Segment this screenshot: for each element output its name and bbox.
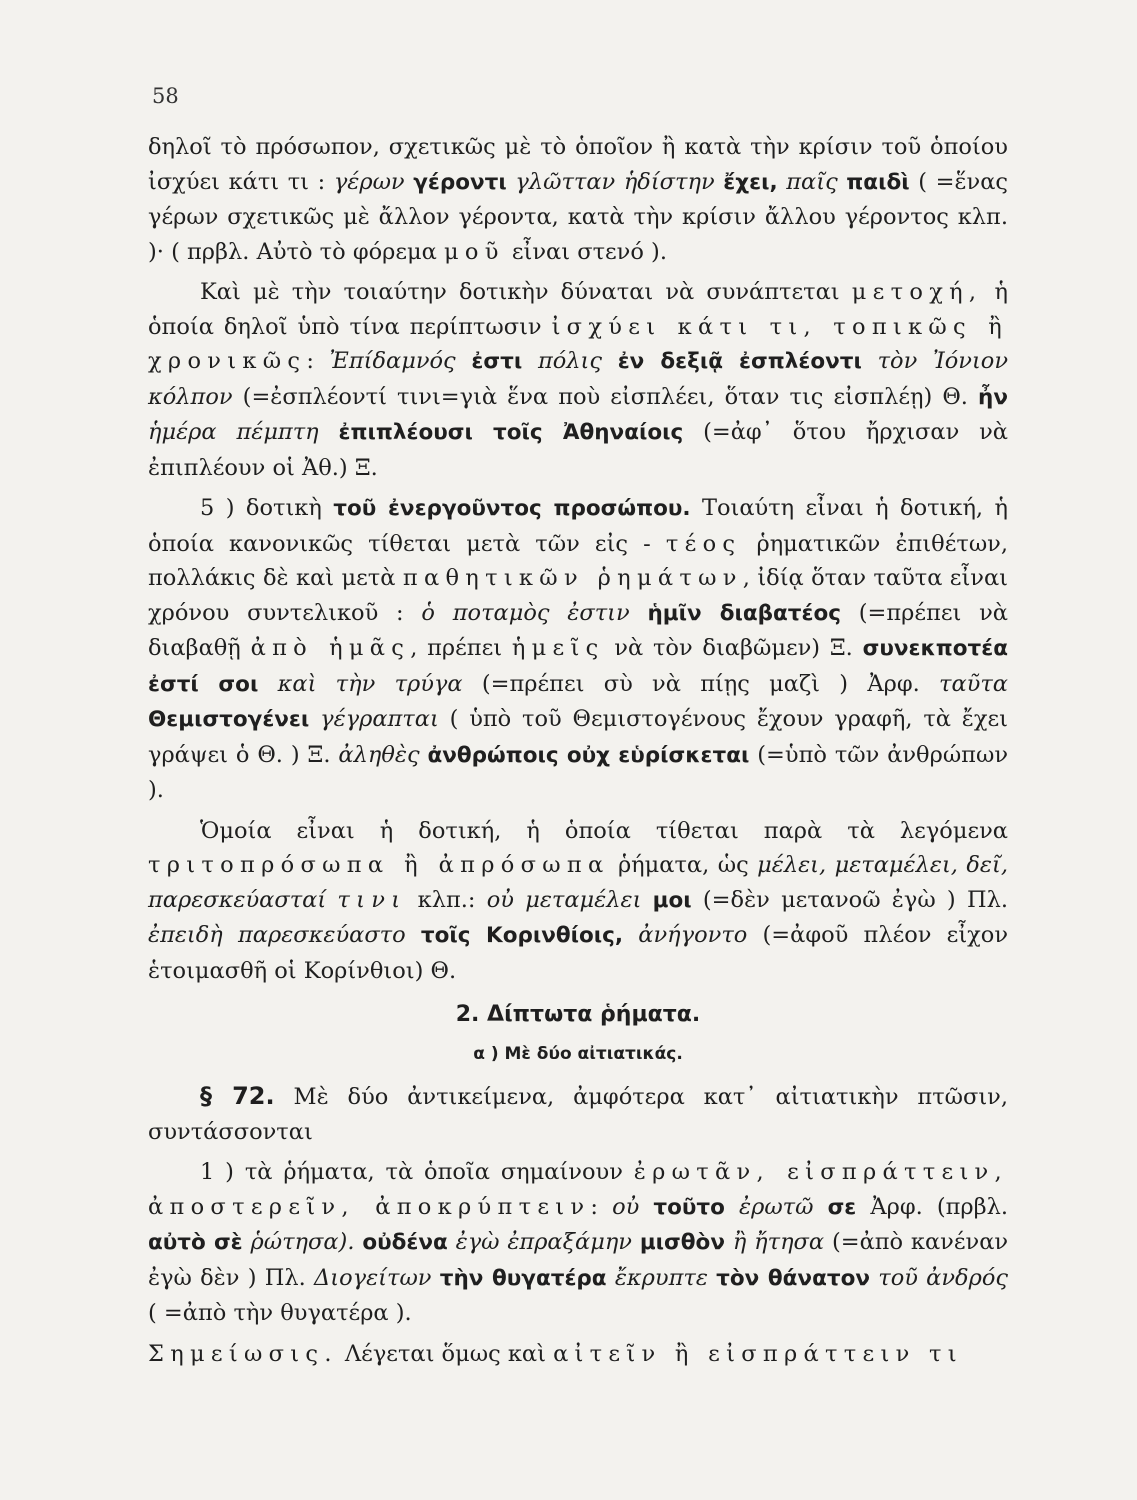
bold-text: τοῦτο bbox=[653, 1194, 725, 1220]
italic-text: ἢ ἤτησα bbox=[732, 1229, 825, 1255]
italic-text: Ἐπίδαμνός bbox=[329, 348, 456, 374]
bold-text: τοῖς Κορινθίοις, bbox=[420, 923, 624, 948]
bold-text: ἐπιπλέουσι τοῖς Ἀθηναίοις bbox=[338, 420, 684, 445]
paragraph-double-accusative bbox=[148, 1155, 1008, 1331]
italic-text: ἡμέρα πέμπτη bbox=[148, 419, 319, 445]
text: ( =ἕνας γέρων σχετικῶς μὲ ἄλλον γέροντα, κατὰ τὴν κρίσιν ἄλλου γέροντος κλπ. )· ( πρβλ. Αὐτὸ τὸ φόρεμα bbox=[148, 168, 1009, 265]
text: ( =ἀπὸ τὴν θυγατέρα ). bbox=[148, 1300, 412, 1326]
bold-text: ἐν δεξιᾷ ἐσπλέοντι bbox=[617, 349, 862, 374]
text: ( ὑπὸ τοῦ Θεμιστογένους ἔχουν γραφῆ, τὰ ἔχει γράψει ὁ Θ. ) Ξ. bbox=[148, 706, 1008, 768]
bold-text: ἡμῖν διαβατέος bbox=[647, 600, 841, 626]
italic-text: ὁ ποταμὸς ἐστιν bbox=[421, 599, 630, 626]
text: δηλοῖ τὸ πρόσωπον, σχετικῶς μὲ τὸ ὁποῖον ἢ κατὰ τὴν κρίσιν τοῦ ὁποίου ἰσχύει κάτι τι : bbox=[148, 134, 1008, 195]
italic-text: ταῦτα bbox=[939, 670, 1008, 697]
text: : bbox=[306, 348, 330, 374]
italic-text: τοῦ ἀνδρός bbox=[878, 1264, 1008, 1291]
text: (=ἐσπλέοντί τινι=γιὰ ἕνα ποὺ εἰσπλέει, ὅταν τις εἰσπλέῃ) Θ. bbox=[232, 383, 979, 410]
bold-text: μοι bbox=[652, 887, 692, 913]
text: νὰ τὸν διαβῶμεν) Ξ. bbox=[604, 635, 863, 661]
text: εἶναι στενό ). bbox=[504, 238, 667, 265]
note-line bbox=[148, 1337, 1008, 1372]
italic-text: γλῶτταν ἡδίστην bbox=[515, 168, 715, 195]
text: ἡ ὁποία δηλοῖ ὑπὸ τίνα περίπτωσιν bbox=[148, 279, 1009, 340]
bold-text: γέροντι bbox=[413, 169, 507, 195]
italic-text: τὸν Ἰόνιον κόλπον bbox=[148, 348, 1008, 410]
text: (=δὲν μετανοῶ ἐγὼ ) Πλ. bbox=[691, 886, 1008, 913]
spaced-text: ἡμεῖς bbox=[511, 635, 605, 661]
page-body bbox=[148, 130, 1008, 1371]
italic-text: ἐρωτῶ bbox=[739, 1193, 814, 1220]
italic-text: Διογείτων bbox=[314, 1264, 432, 1291]
spaced-text: αἰτεῖν ἢ εἰσπράττειν τι bbox=[553, 1340, 963, 1367]
section-number: § 72. bbox=[200, 1082, 275, 1110]
bold-text: μισθὸν bbox=[639, 1230, 725, 1255]
bold-text: παιδὶ bbox=[846, 169, 910, 195]
bold-text: σε bbox=[827, 1194, 857, 1220]
spaced-text: τέος bbox=[665, 530, 742, 557]
paragraph-participle bbox=[148, 275, 1008, 485]
text: Ὁμοία εἶναι ἡ δοτική, ἡ ὁποία τίθεται παρὰ τὰ λεγόμενα bbox=[200, 817, 1008, 844]
bold-text: οὐδένα bbox=[362, 1230, 448, 1255]
bold-text: ἀνθρώποις οὐχ εὑρίσκεται bbox=[427, 742, 750, 768]
italic-text: οὐ μεταμέλει bbox=[486, 886, 642, 913]
section-heading: 2. Δίπτωτα ῥήματα. bbox=[455, 1002, 701, 1027]
italic-text: μέλει, μεταμέλει, δεῖ, παρεσκεύασταί bbox=[148, 852, 1008, 913]
spaced-text: μοῦ bbox=[443, 238, 505, 265]
text: : bbox=[590, 1193, 613, 1220]
text: Μὲ δύο ἀντικείμενα, ἀμφότερα κατ᾽ αἰτιατικὴν πτῶσιν, συντάσσονται bbox=[148, 1084, 1008, 1145]
section-subheading: α ) Μὲ δύο αἰτιατικάς. bbox=[473, 1043, 683, 1064]
bold-text: συνεκποτέα ἐστί σοι bbox=[148, 636, 1008, 697]
italic-text: γέρων bbox=[333, 168, 405, 195]
bold-text: ἦν bbox=[978, 384, 1008, 410]
bold-text: ἐστι bbox=[471, 349, 523, 374]
bold-text: τὸν θάνατον bbox=[716, 1265, 870, 1291]
bold-text: τοῦ ἐνεργοῦντος προσώπου. bbox=[333, 496, 691, 521]
text: 5 ) δοτικὴ bbox=[200, 495, 334, 521]
italic-text: ῥώτησα). bbox=[250, 1229, 355, 1255]
italic-text: ἀνήγοντο bbox=[638, 922, 748, 948]
text: (=πρέπει νὰ διαβαθῇ bbox=[148, 599, 1008, 661]
text: 1 ) τὰ ῥήματα, τὰ ὁποῖα σημαίνουν bbox=[200, 1159, 634, 1185]
italic-text: ἔκρυπτε bbox=[614, 1264, 708, 1291]
page-number: 58 bbox=[152, 84, 179, 108]
italic-text: γέγραπται bbox=[320, 706, 439, 732]
italic-text: παῖς bbox=[786, 168, 838, 195]
spaced-text: τριτοπρόσωπα ἢ ἀπρόσωπα bbox=[148, 852, 610, 878]
text: (=πρέπει σὺ νὰ πίῃς μαζὶ ) Ἀρφ. bbox=[462, 670, 940, 697]
italic-text: ἀληθὲς bbox=[338, 741, 420, 768]
italic-text: πόλις bbox=[537, 348, 602, 374]
italic-text: ἐγὼ ἐπραξάμην bbox=[455, 1229, 632, 1255]
text: (=ὑπὸ τῶν ἀνθρώπων ). bbox=[148, 741, 1008, 803]
spaced-text: τινι bbox=[337, 886, 407, 913]
text: Τοιαύτη εἶναι ἡ δοτική, ἡ ὁποία κανονικῶς τίθεται μετὰ τῶν εἰς - bbox=[148, 495, 1008, 557]
text: κλπ.: bbox=[406, 886, 487, 913]
text: , πρέπει bbox=[410, 635, 512, 661]
text: (=ἀφ᾽ ὅτου ἤρχισαν νὰ ἐπιπλέουν οἱ Ἀθ.) Ξ. bbox=[148, 419, 1008, 481]
italic-text: οὐ bbox=[612, 1193, 640, 1220]
bold-text: ἔχει, bbox=[723, 169, 778, 195]
text: ῥήματα, ὡς bbox=[609, 852, 758, 878]
text: ῥηματικῶν ἐπιθέτων, πολλάκις δὲ καὶ μετὰ bbox=[148, 530, 1008, 591]
bold-text: αὐτὸ σὲ bbox=[148, 1230, 243, 1255]
spaced-text: παθητικῶν ῥημάτων bbox=[402, 565, 743, 591]
spaced-text: μετοχή, bbox=[851, 279, 983, 305]
text: Καὶ μὲ τὴν τοιαύτην δοτικὴν δύναται νὰ συνάπτεται bbox=[200, 279, 852, 305]
text: Λέγεται ὅμως καὶ bbox=[337, 1340, 554, 1367]
paragraph-dative-person bbox=[148, 130, 1008, 269]
spaced-text: ἐρωτᾶν, εἰσπράττειν, ἀποστερεῖν, ἀποκρύπτειν bbox=[148, 1159, 1008, 1220]
text: (=ἀφοῦ πλέον εἶχον ἑτοιμασθῆ οἱ Κορίνθιοι) Θ. bbox=[148, 922, 1008, 984]
paragraph-agent-dative bbox=[148, 491, 1008, 808]
text: , ἰδίᾳ ὅταν ταῦτα εἶναι χρόνου συντελικοῦ : bbox=[148, 565, 1008, 626]
bold-text: τὴν θυγατέρα bbox=[439, 1265, 607, 1291]
text: Ἀρφ. (πρβλ. bbox=[856, 1193, 1009, 1220]
italic-text: ἐπειδὴ παρεσκεύαστο bbox=[148, 922, 406, 948]
paragraph-section-72 bbox=[148, 1079, 1008, 1149]
spaced-text: Σημείωσις. bbox=[148, 1340, 338, 1367]
spaced-text: ἀπὸ ἡμᾶς bbox=[250, 635, 411, 661]
italic-text: καὶ τὴν τρύγα bbox=[277, 670, 463, 697]
text: (=ἀπὸ κανέναν ἐγὼ δὲν ) Πλ. bbox=[148, 1229, 1009, 1291]
paragraph-impersonal bbox=[148, 814, 1008, 989]
spaced-text: ἰσχύει κάτι τι, τοπικῶς ἢ χρονικῶς bbox=[148, 313, 1009, 374]
bold-text: Θεμιστογένει bbox=[148, 707, 310, 732]
